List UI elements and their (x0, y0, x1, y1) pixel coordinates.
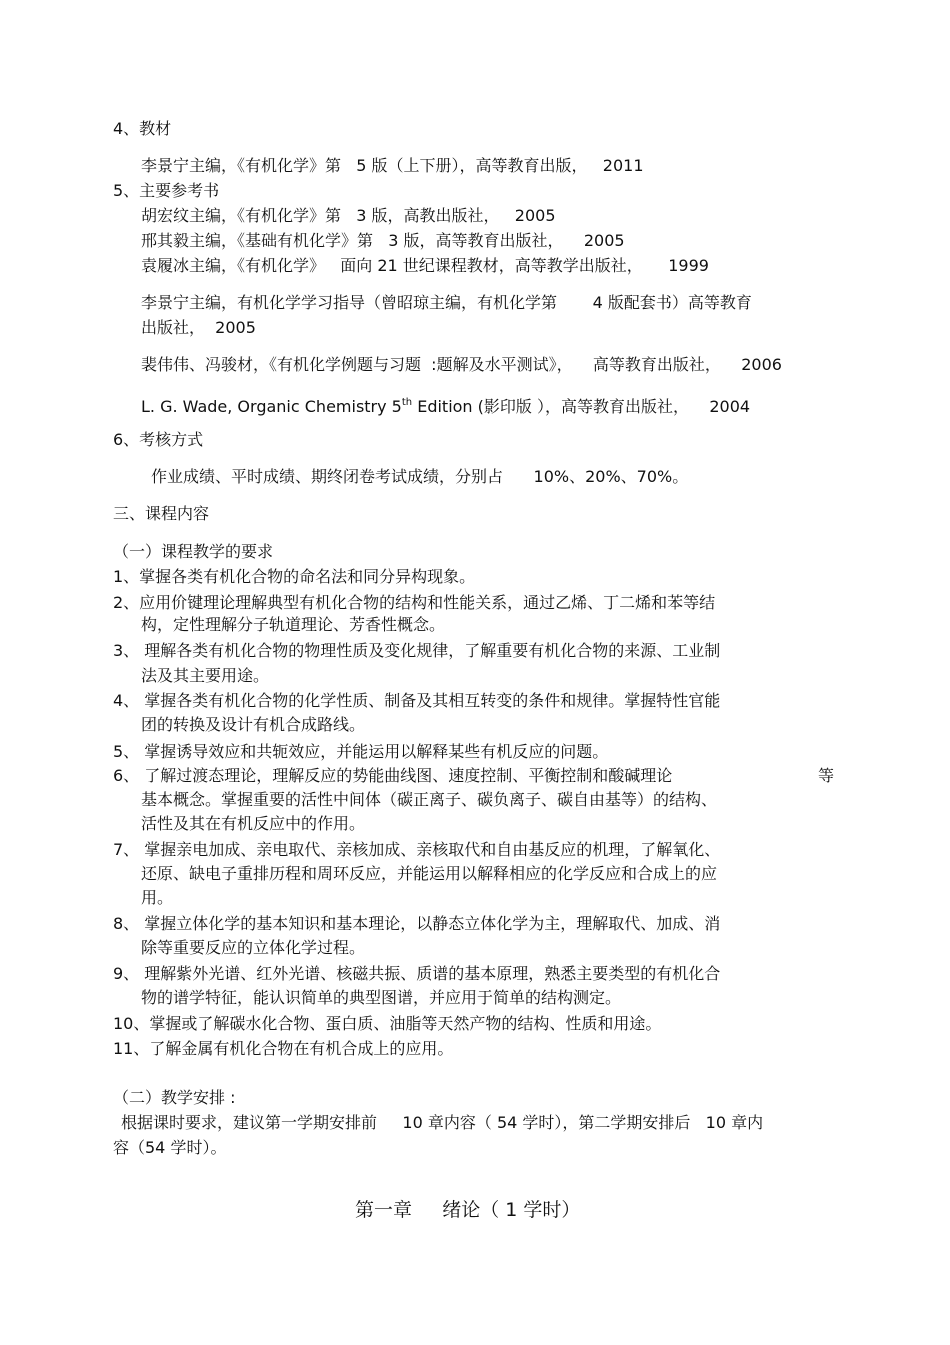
wade-superscript: th (401, 397, 413, 408)
requirement-line: 活性及其在有机反应中的作用。 (141, 814, 366, 833)
reference-item: 胡宏纹主编，《有机化学》第 3 版，高教出版社， 2005 (141, 206, 556, 225)
requirement-line: 11、了解金属有机化合物在有机合成上的应用。 (113, 1039, 454, 1058)
requirement-line: 除等重要反应的立体化学过程。 (141, 938, 366, 957)
assessment-heading: 6、考核方式 (113, 430, 204, 449)
requirement-line: 1、掌握各类有机化合物的命名法和同分异构现象。 (113, 567, 476, 586)
textbook-item: 李景宁主编，《有机化学》第 5 版（上下册），高等教育出版， 2011 (141, 156, 644, 175)
requirement-line: 基本概念。掌握重要的活性中间体（碳正离子、碳负离子、碳自由基等）的结构、 (141, 790, 718, 809)
requirement-line: 还原、缺电子重排历程和周环反应，并能运用以解释相应的化学反应和合成上的应 (141, 864, 718, 883)
requirement-line: 7、 掌握亲电加成、亲电取代、亲核加成、亲核取代和自由基反应的机理，了解氧化、 (113, 840, 721, 859)
requirement-line: 用。 (141, 888, 174, 907)
textbook-heading: 4、教材 (113, 119, 172, 138)
requirement-line: 物的谱学特征，能认识简单的典型图谱，并应用于简单的结构测定。 (141, 988, 622, 1007)
requirement-line: 4、 掌握各类有机化合物的化学性质、制备及其相互转变的条件和规律。掌握特性官能 (113, 691, 721, 710)
reference-item: 袁履冰主编，《有机化学》 面向 21 世纪课程教材，高等教学出版社， 1999 (141, 256, 709, 275)
schedule-text-cont: 容（54 学时）。 (113, 1138, 227, 1157)
reference-item: 裴伟伟、冯骏材，《有机化学例题与习题 :题解及水平测试》， 高等教育出版社， 2006 (141, 355, 782, 374)
reference-item-cont: 出版社， 2005 (141, 318, 256, 337)
requirement-line: 9、 理解紫外光谱、红外光谱、核磁共振、质谱的基本原理，熟悉主要类型的有机化合 (113, 964, 721, 983)
schedule-heading: （二）教学安排 : (113, 1088, 236, 1107)
schedule-text: 根据课时要求，建议第一学期安排前 10 章内容（ 54 学时），第二学期安排后 10 章内 (121, 1113, 764, 1132)
requirement-line: 法及其主要用途。 (141, 666, 270, 685)
references-heading: 5、主要参考书 (113, 181, 220, 200)
wade-publisher: Edition (影印版 ），高等教育出版社， 2004 (412, 397, 751, 416)
requirement-line: 2、应用价键理论理解典型有机化合物的结构和性能关系，通过乙烯、丁二烯和苯等结 (113, 593, 716, 612)
reference-item-wade (141, 393, 750, 417)
requirement-line: 6、 了解过渡态理论，理解反应的势能曲线图、速度控制、平衡控制和酸碱理论 (113, 766, 673, 785)
requirement-line: 5、 掌握诱导效应和共轭效应，并能运用以解释某些有机反应的问题。 (113, 742, 609, 761)
assessment-text: 作业成绩、平时成绩、期终闭卷考试成绩，分别占 10%、20%、70%。 (151, 467, 689, 486)
requirement-line: 10、掌握或了解碳水化合物、蛋白质、油脂等天然产物的结构、性质和用途。 (113, 1014, 662, 1033)
wade-title: L. G. Wade, Organic Chemistry 5 (141, 397, 402, 416)
chapter-title: 第一章 绪论（ 1 学时） (355, 1199, 581, 1221)
requirement-line: 团的转换及设计有机合成路线。 (141, 715, 366, 734)
reference-item: 邢其毅主编，《基础有机化学》第 3 版，高等教育出版社， 2005 (141, 231, 625, 250)
course-content-heading: 三、课程内容 (113, 504, 210, 523)
reference-item: 李景宁主编，有机化学学习指导（曾昭琼主编，有机化学第 4 版配套书）高等教育 (141, 293, 752, 312)
requirement-line: 8、 掌握立体化学的基本知识和基本理论，以静态立体化学为主，理解取代、加成、消 (113, 914, 721, 933)
requirement-line: 构，定性理解分子轨道理论、芳香性概念。 (141, 615, 446, 634)
requirement-line: 3、 理解各类有机化合物的物理性质及变化规律，了解重要有机化合物的来源、工业制 (113, 641, 721, 660)
requirement-line-tail: 等 (818, 766, 835, 785)
requirements-heading: （一）课程教学的要求 (113, 542, 274, 561)
